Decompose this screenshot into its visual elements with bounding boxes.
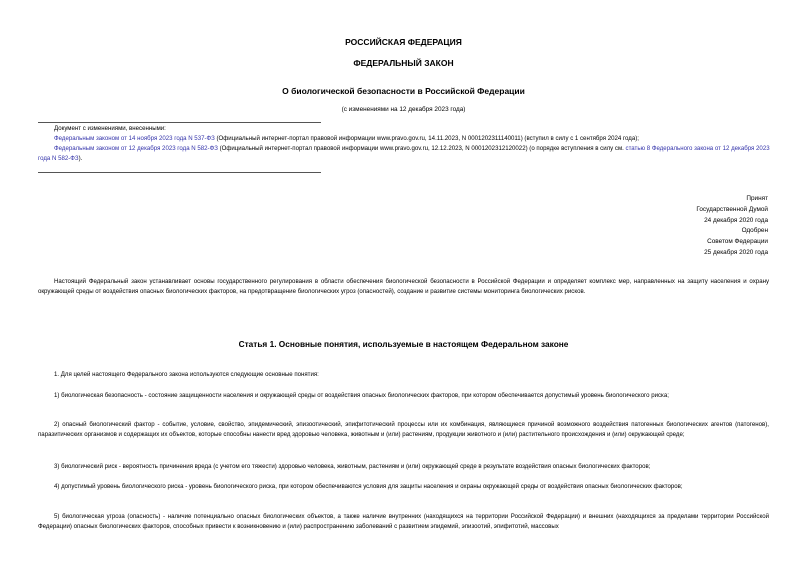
adopted-date: 24 декабря 2020 года: [704, 216, 768, 224]
adopted-label: Принят: [746, 195, 768, 202]
preamble: Настоящий Федеральный закон устанавливает основы государственного регулирования в области обеспечения биологической безопасности в Российской Федерации и определяет комплекс мер, направленных на защиту населения и охрану окружающей среды от воздействия опасных биологических факторов, на предотвращение биологических угроз (опасностей), создание и развитие системы мониторинга биологических рисков.: [38, 278, 769, 295]
article-1-p4: 3) биологический риск - вероятность причинения вреда (с учетом его тяжести) здоровью человека, животным, растениям и (или) окружающей среде в результате воздействия опасных биологических факторов;: [54, 463, 651, 470]
amendment-2: [38, 144, 770, 164]
article-1-p3: 2) опасный биологический фактор - событие, условие, свойство, эпидемический, эпизоотический, эпифитотический процессы или их комбинация, являющиеся причиной возможного воздействия патогенных биологических агентов (патогенов), паразитических организмов и содержащих их объектов, которые способны нанести вред здоровью человека, животным и (или) растениям, продукции животного и (или) растительного происхождения и (или) окружающей среде;: [38, 421, 769, 438]
amendment-2-link[interactable]: Федеральным законом от 12 декабря 2023 года N 582-ФЗ: [54, 145, 218, 152]
article-1-p6: 5) биологическая угроза (опасность) - наличие потенциально опасных биологических объектов, а также наличие внутренних (находящихся на территории Российской Федерации) и внешних (находящихся за пределами территории Российской Федерации) опасных биологических факторов, способных привести к возникновению и (или) распространению заболеваний с развитием эпидемий, эпизоотий, эпифитотий, массовых: [38, 513, 769, 530]
article-1-title: Статья 1. Основные понятия, используемые в настоящем Федеральном законе: [238, 339, 569, 349]
article-1-p1: 1. Для целей настоящего Федерального закона используются следующие основные понятия:: [54, 371, 319, 378]
adoption-block: [696, 194, 768, 259]
article-1-p2: 1) биологическая безопасность - состояние защищенности населения и окружающей среды от воздействия опасных биологических факторов, при котором обеспечивается допустимый уровень биологического риска;: [54, 392, 669, 399]
approved-label: Одобрен: [741, 227, 768, 235]
amendment-1-text: (Официальный интернет-портал правовой информации www.pravo.gov.ru, 14.11.2023, N 0001202311140011) (вступил в силу с 1 сентября 2024 года);: [214, 135, 639, 142]
amendment-1: [38, 134, 770, 144]
amendment-2-article-link[interactable]: статью 8 Федерального закона от 12 декабря 2023 года N 582-ФЗ: [38, 145, 770, 162]
revision-subtitle: (с изменениями на 12 декабря 2023 года): [341, 106, 466, 113]
changes-intro: Документ с изменениями, внесенными:: [54, 125, 166, 132]
changes-block: [38, 124, 770, 164]
law-title: О биологической безопасности в Российской Федерации: [282, 86, 525, 96]
adopted-by: Государственной Думой: [696, 205, 768, 213]
approved-by: Советом Федерации: [707, 238, 768, 246]
divider-bottom: [38, 172, 321, 173]
amendment-1-link[interactable]: Федеральным законом от 14 ноября 2023 года N 537-ФЗ: [54, 135, 215, 142]
divider-top: [38, 122, 321, 123]
law-type-heading: ФЕДЕРАЛЬНЫЙ ЗАКОН: [353, 58, 454, 68]
article-1-p5: 4) допустимый уровень биологического риска - уровень биологического риска, при котором обеспечиваются условия для защиты населения и охраны окружающей среды от воздействия опасных биологических факторов;: [54, 483, 683, 490]
amendment-2-tail: ).: [78, 155, 83, 162]
approved-date: 25 декабря 2020 года: [704, 248, 768, 256]
federation-heading: РОССИЙСКАЯ ФЕДЕРАЦИЯ: [345, 37, 462, 47]
amendment-2-text: (Официальный интернет-портал правовой информации www.pravo.gov.ru, 12.12.2023, N 0001202312120022) (о порядке вступления в силу см.: [217, 145, 626, 152]
